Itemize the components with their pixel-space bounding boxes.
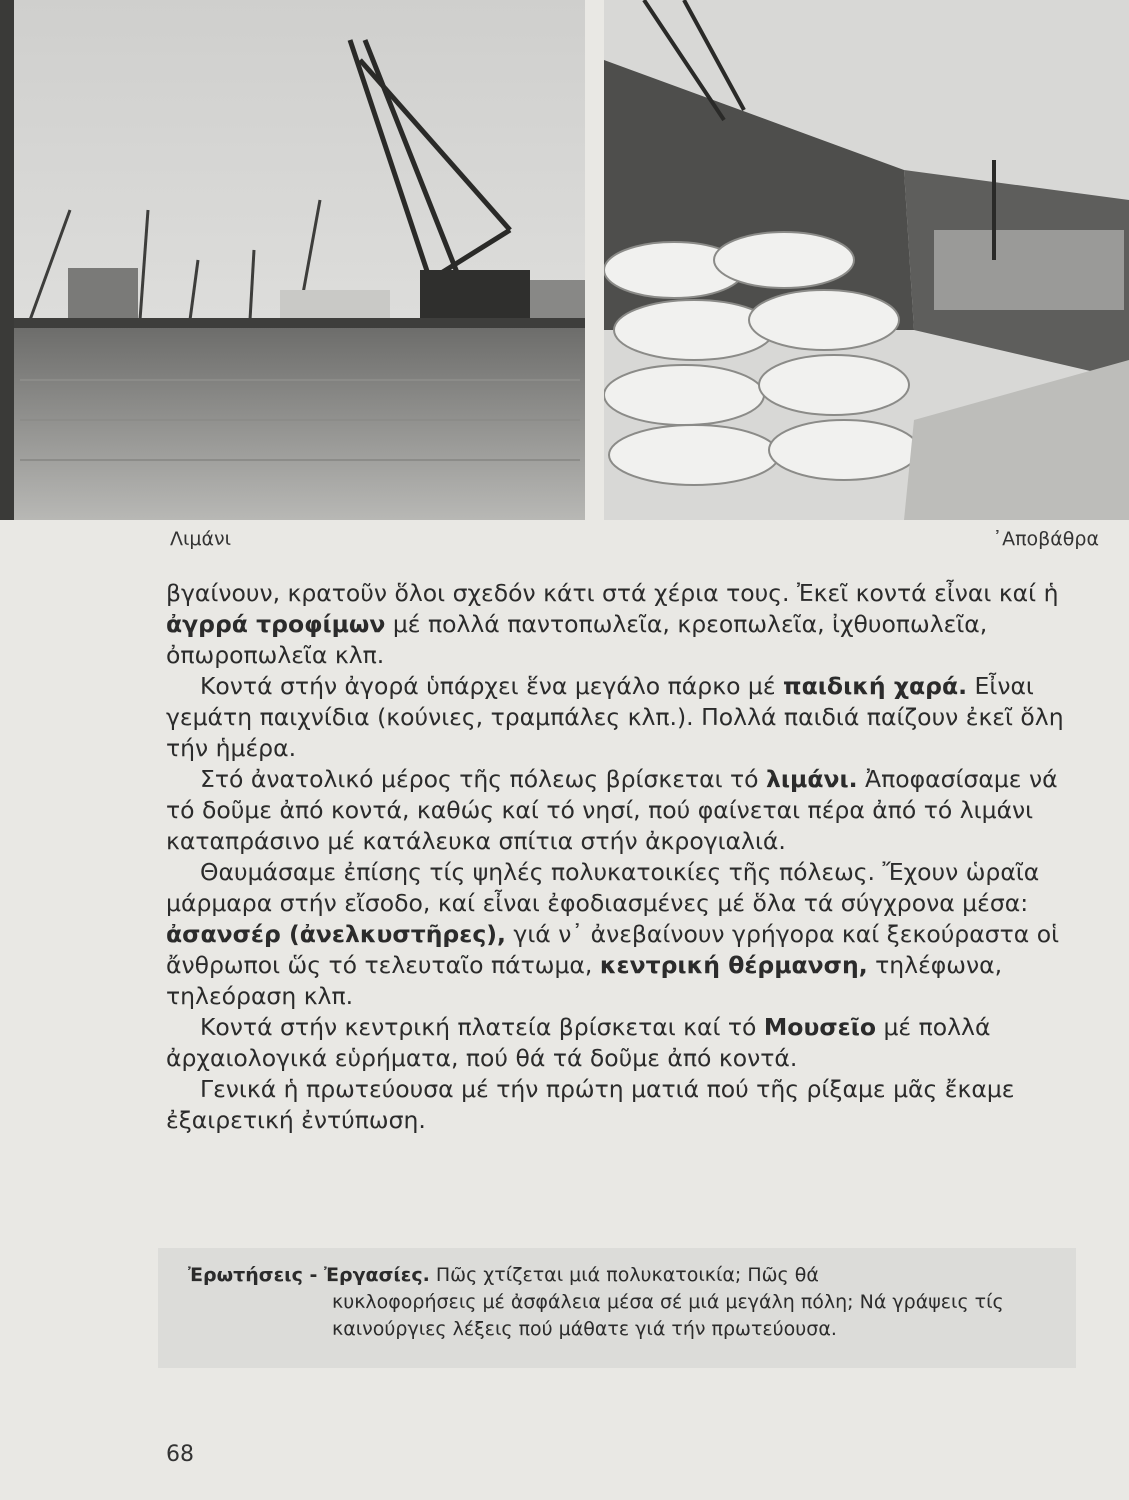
questions-box xyxy=(158,1248,1076,1368)
questions-line1: Πῶς χτίζεται μιά πολυκατοικία; Πῶς θά xyxy=(429,1264,819,1286)
questions-title: Ἐρωτήσεις - Ἐργασίες. xyxy=(188,1264,430,1286)
quay-photo xyxy=(604,0,1129,520)
quay-caption: ᾿Αποβάθρα xyxy=(992,528,1099,550)
keyword: ἀγρρά τροφίμων xyxy=(166,610,386,638)
paragraph: Κοντά στήν ἀγορά ὑπάρχει ἕνα μεγάλο πάρκο μέ παιδική χαρά. Εἶναι γεμάτη παιχνίδια (κούνιες, τραμπάλες κλπ.). Πολλά παιδιά παίζουν ἐκεῖ ὅλη τήν ἡμέρα. xyxy=(166,672,1064,762)
harbour-caption: Λιμάνι xyxy=(170,528,232,550)
keyword: Μουσεῖο xyxy=(763,1013,877,1041)
keyword: ἀσανσέρ (ἀνελκυστῆρες), xyxy=(166,920,506,948)
keyword: κεντρική θέρμανση, xyxy=(599,951,868,979)
paragraph: Γενικά ἡ πρωτεύουσα μέ τήν πρώτη ματιά πού τῆς ρίξαμε μᾶς ἔκαμε ἐξαιρετική ἐντύπωση. xyxy=(166,1075,1015,1134)
paragraph: βγαίνουν, κρατοῦν ὅλοι σχεδόν κάτι στά χέρια τους. Ἐκεῖ κοντά εἶναι καί ἡ ἀγρρά τροφίμων μέ πολλά παντοπωλεῖα, κρεοπωλεῖα, ἰχθυοπωλεῖα, ὀπωροπωλεῖα κλπ. xyxy=(166,579,1059,669)
paragraph: Στό ἀνατολικό μέρος τῆς πόλεως βρίσκεται τό λιμάνι. Ἀποφασίσαμε νά τό δοῦμε ἀπό κοντά, καθώς καί τό νησί, πού φαίνεται πέρα ἀπό τό λιμάνι καταπράσινο μέ κατάλευκα σπίτια στήν ἀκρογιαλιά. xyxy=(166,765,1058,855)
paragraph: Θαυμάσαμε ἐπίσης τίς ψηλές πολυκατοικίες τῆς πόλεως. Ἔχουν ὡραῖα μάρμαρα στήν εἴσοδο, καί εἶναι ἐφοδιασμένες μέ ὅλα τά σύγχρονα μέσα: ἀσανσέρ (ἀνελκυστῆρες), γιά ν᾿ ἀνεβαίνουν γρήγορα καί ξεκούραστα οἱ ἄνθρωποι ὥς τό τελευταῖο πάτωμα, κεντρική θέρμανση, τηλέφωνα, τηλεόραση κλπ. xyxy=(166,858,1060,1010)
paragraph: Κοντά στήν κεντρική πλατεία βρίσκεται καί τό Μουσεῖο μέ πολλά ἀρχαιολογικά εὑρήματα, πού θά τά δοῦμε ἀπό κοντά. xyxy=(166,1013,991,1072)
page-number: 68 xyxy=(166,1442,194,1467)
harbour-photo xyxy=(0,0,585,520)
keyword: λιμάνι. xyxy=(766,765,858,793)
questions-rest: κυκλοφορήσεις μέ ἀσφάλεια μέσα σέ μιά μεγάλη πόλη; Νά γράψεις τίς καινούργιες λέξεις πού μάθατε γιά τήν πρωτεύουσα. xyxy=(332,1291,1004,1340)
main-text xyxy=(166,578,1080,1136)
keyword: παιδική χαρά. xyxy=(783,672,968,700)
